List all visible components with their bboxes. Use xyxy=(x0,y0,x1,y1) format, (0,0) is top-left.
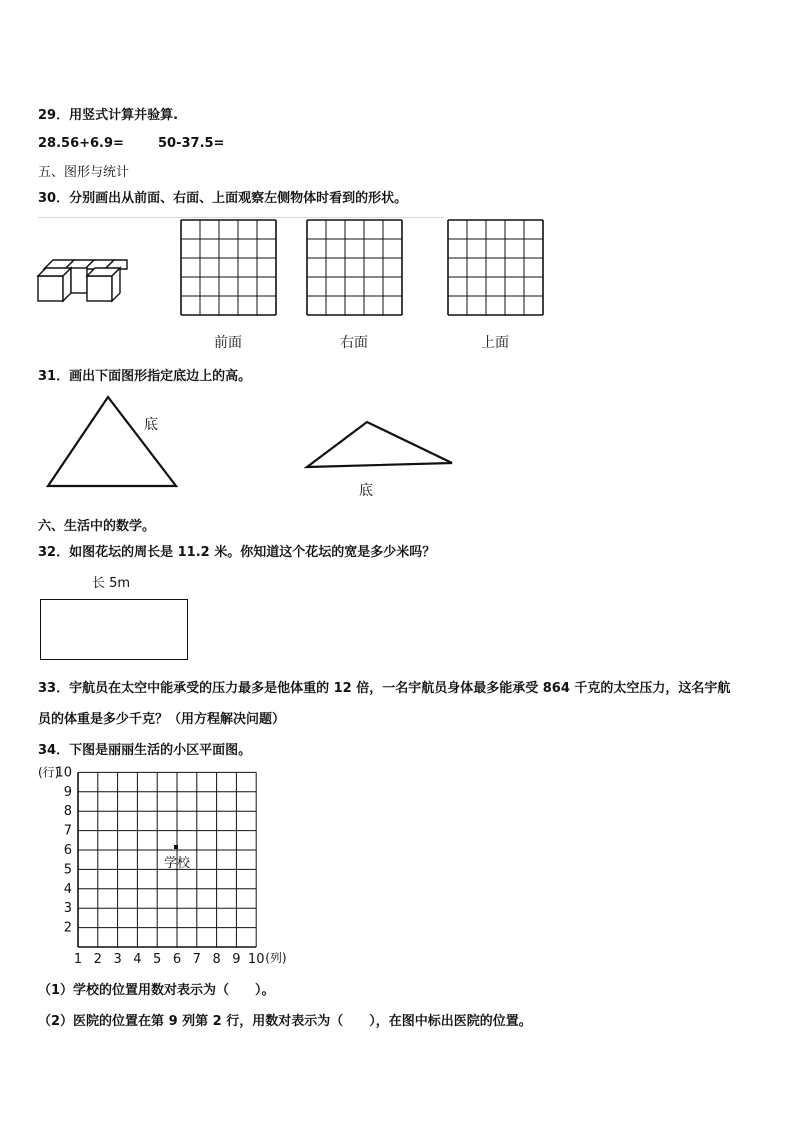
section-six-heading: 六、生活中的数学。 xyxy=(38,519,156,534)
section-five-heading: 五、图形与统计 xyxy=(38,165,130,180)
row-tick-label: 9 xyxy=(63,784,72,800)
col-axis-label: (列) xyxy=(265,951,287,965)
q29-expression-2: 50-37.5= xyxy=(158,136,225,151)
school-point xyxy=(174,845,178,849)
row-tick-label: 10 xyxy=(55,765,72,781)
q34-sub-question-1: （1）学校的位置用数对表示为（ ）。 xyxy=(38,983,275,998)
row-tick-label: 4 xyxy=(63,881,72,897)
row-tick-label: 2 xyxy=(63,920,72,936)
q31-title: 31．画出下面图形指定底边上的高。 xyxy=(38,369,252,384)
col-tick-label: 5 xyxy=(153,952,162,967)
q32-title: 32．如图花坛的周长是 11.2 米。你知道这个花坛的宽是多少米吗？ xyxy=(38,545,436,560)
col-tick-label: 2 xyxy=(93,952,102,967)
col-tick-label: 10 xyxy=(247,952,265,967)
row-tick-label: 6 xyxy=(63,843,72,858)
q33-line-1: 33．宇航员在太空中能承受的压力最多是他体重的 12 倍，一名宇航员身体最多能承受 864 千克的太空压力，这名宇航 xyxy=(38,681,731,696)
row-tick-label: 8 xyxy=(63,804,72,820)
col-tick-label: 9 xyxy=(232,952,241,967)
q30-title: 30．分别画出从前面、右面、上面观察左侧物体时看到的形状。 xyxy=(38,191,408,206)
row-tick-label: 5 xyxy=(63,862,72,878)
row-tick-label: 3 xyxy=(63,901,72,917)
top-view-label: 上面 xyxy=(481,335,509,351)
col-tick-label: 4 xyxy=(133,952,142,967)
row-axis-label: (行) xyxy=(38,765,60,780)
col-tick-label: 1 xyxy=(73,952,83,967)
row-tick-label: 7 xyxy=(63,823,72,839)
q34-title: 34．下图是丽丽生活的小区平面图。 xyxy=(38,743,252,758)
right-view-label: 右面 xyxy=(340,335,368,351)
front-view-label: 前面 xyxy=(214,335,242,351)
col-tick-label: 3 xyxy=(113,952,122,967)
col-tick-label: 8 xyxy=(212,952,221,967)
q29-expression-1: 28.56+6.9= xyxy=(38,136,124,151)
col-tick-label: 6 xyxy=(172,952,182,967)
q29-title: 29．用竖式计算并验算. xyxy=(38,108,179,123)
school-label: 学校 xyxy=(164,856,191,871)
q33-line-2: 员的体重是多少千克？（用方程解决问题） xyxy=(38,712,286,727)
triangle-2-base-label: 底 xyxy=(359,483,373,499)
q34-sub-question-2: （2）医院的位置在第 9 列第 2 行，用数对表示为（ ），在图中标出医院的位置。 xyxy=(38,1014,532,1029)
col-tick-label: 7 xyxy=(192,952,201,967)
length-label: 长 5m xyxy=(92,576,131,591)
triangle-1-base-label: 底 xyxy=(144,417,158,433)
